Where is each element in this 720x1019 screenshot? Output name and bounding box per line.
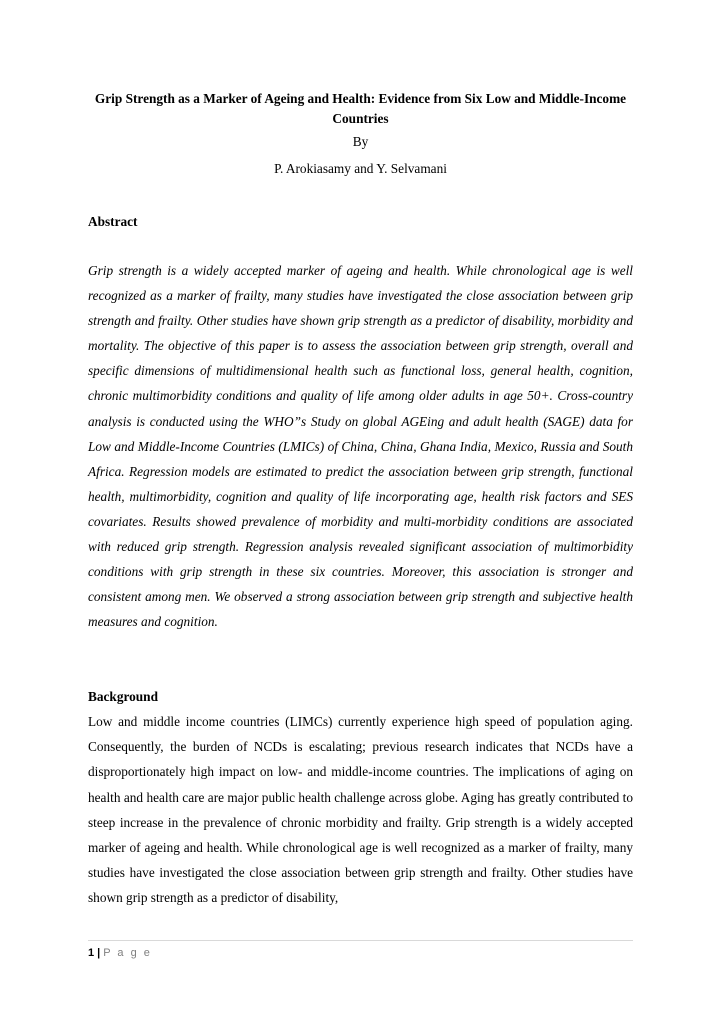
document-page: [88, 0, 633, 1019]
authors: P. Arokiasamy and Y. Selvamani: [274, 161, 447, 176]
page-footer: [88, 945, 152, 961]
footer-separator: |: [97, 947, 101, 959]
background-heading: Background: [88, 689, 158, 704]
footer-divider: [88, 940, 633, 941]
paper-title: Grip Strength as a Marker of Ageing and Health: Evidence from Six Low and Middle-Income Countries: [94, 91, 627, 126]
abstract-text: Grip strength is a widely accepted marker of ageing and health. While chronological age is well recognized as a marker of frailty, many studies have investigated the close association between grip strength and frailty. Other studies have shown grip strength as a predictor of disability, morbidity and mortality. The objective of this paper is to assess the association between grip strength, overall and specific dimensions of multidimensional health such as functional loss, general health, cognition, chronic multimorbidity conditions and quality of life among older adults in age 50+. Cross-country analysis is conducted using the WHO”s Study on global AGEing and adult health (SAGE) data for Low and Middle-Income Countries (LMICs) of China, China, Ghana India, Mexico, Russia and South Africa. Regression models are estimated to predict the association between grip strength, functional health, multimorbidity, cognition and quality of life incorporating age, health risk factors and SES covariates. Results showed prevalence of morbidity and multi-morbidity conditions are associated with reduced grip strength. Regression analysis revealed significant association of multimorbidity conditions with grip strength in these six countries. Moreover, this association is stronger and consistent among men. We observed a strong association between grip strength and subjective health measures and cognition.: [88, 263, 633, 630]
abstract-heading: Abstract: [88, 214, 138, 229]
background-text: Low and middle income countries (LIMCs) currently experience high speed of population aging. Consequently, the burden of NCDs is escalating; previous research indicates that NCDs have a disproportionately high impact on low- and middle-income countries. The implications of aging on health and health care are major public health challenge across globe. Aging has greatly contributed to steep increase in the prevalence of chronic morbidity and frailty. Grip strength is a widely accepted marker of ageing and health. While chronological age is well recognized as a marker of frailty, many studies have investigated the close association between grip strength and frailty. Other studies have shown grip strength as a predictor of disability,: [88, 714, 633, 906]
page-number: 1: [88, 947, 95, 959]
page-label: P a g e: [103, 947, 152, 959]
by-line: By: [352, 134, 369, 149]
